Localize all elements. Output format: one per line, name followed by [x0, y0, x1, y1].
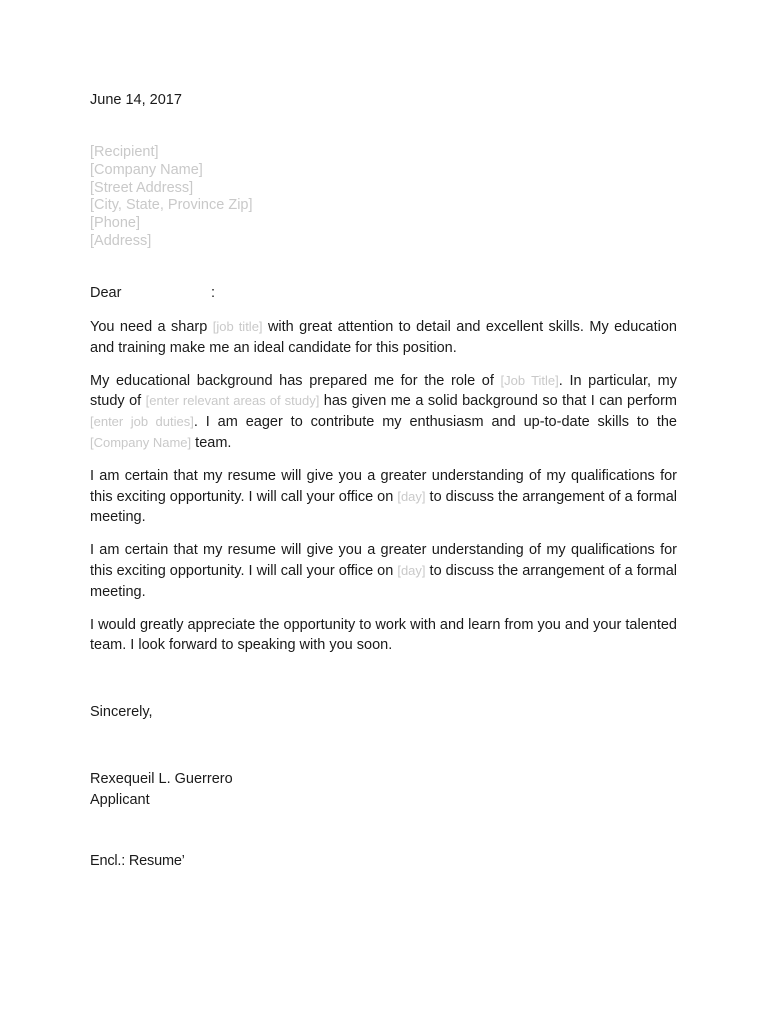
p3-text-b: to discuss the arrangement of a formal meeting.	[90, 488, 677, 526]
p2-text-a: My educational background has prepared me for the role of	[90, 372, 501, 389]
phone-placeholder: [Phone]	[90, 215, 140, 232]
recipient-block	[90, 144, 253, 251]
salutation	[90, 285, 216, 301]
paragraph-3	[90, 466, 677, 528]
job-title-placeholder-2: [Job Title]	[500, 372, 559, 388]
letter-date: June 14, 2017	[90, 92, 182, 108]
p2-text-c: has given me a solid background so that I can perform	[319, 393, 677, 410]
day-placeholder-2: [day]	[397, 562, 426, 578]
signature-block	[90, 769, 233, 811]
p3-text-a: I am certain that my resume will give you a greater understanding of my qualifications for this exciting opportunity. I will call your office on	[90, 467, 677, 505]
p1-text-b: with great attention to detail and excellent skills. My education and training make me an ideal candidate for this position.	[90, 319, 677, 356]
salutation-word: Dear	[90, 285, 122, 301]
company-name-inline-placeholder: [Company Name]	[90, 434, 192, 450]
recipient-name-placeholder: [Recipient]	[90, 144, 159, 160]
closing: Sincerely,	[90, 704, 153, 720]
paragraph-5	[90, 615, 677, 657]
areas-of-study-placeholder: [enter relevant areas of study]	[145, 393, 320, 409]
paragraph-4	[90, 540, 677, 602]
p2-text-b: . In particular, my study of	[90, 372, 677, 410]
salutation-colon: :	[211, 285, 216, 301]
p4-text-b: to discuss the arrangement of a formal meeting.	[90, 562, 677, 600]
letter-body	[90, 317, 677, 668]
job-title-placeholder: [job title]	[212, 319, 263, 334]
job-duties-placeholder: [enter job duties]	[90, 414, 194, 430]
p2-text-d: . I am eager to contribute my enthusiasm and up-to-date skills to the	[193, 414, 677, 431]
p5-text-a: I would greatly appreciate the opportunity to work with and learn from you and your talented team. I look forward to speaking with you soon.	[90, 616, 677, 654]
street-address-placeholder: [Street Address]	[90, 179, 194, 196]
paragraph-1	[90, 317, 677, 359]
p1-text-a: You need a sharp	[90, 319, 213, 335]
p4-text-a: I am certain that my resume will give you a greater understanding of my qualifications for this exciting opportunity. I will call your office on	[90, 542, 677, 579]
signer-name: Rexequeil L. Guerrero	[90, 771, 233, 787]
company-name-placeholder: [Company Name]	[90, 161, 203, 178]
paragraph-2	[90, 371, 677, 454]
address-placeholder: [Address]	[90, 232, 152, 249]
day-placeholder: [day]	[397, 488, 426, 504]
city-state-zip-placeholder: [City, State, Province Zip]	[90, 197, 253, 214]
p2-text-e: team.	[191, 434, 232, 451]
enclosure-note: Encl.: Resume’	[90, 853, 185, 869]
signer-title: Applicant	[90, 792, 150, 808]
